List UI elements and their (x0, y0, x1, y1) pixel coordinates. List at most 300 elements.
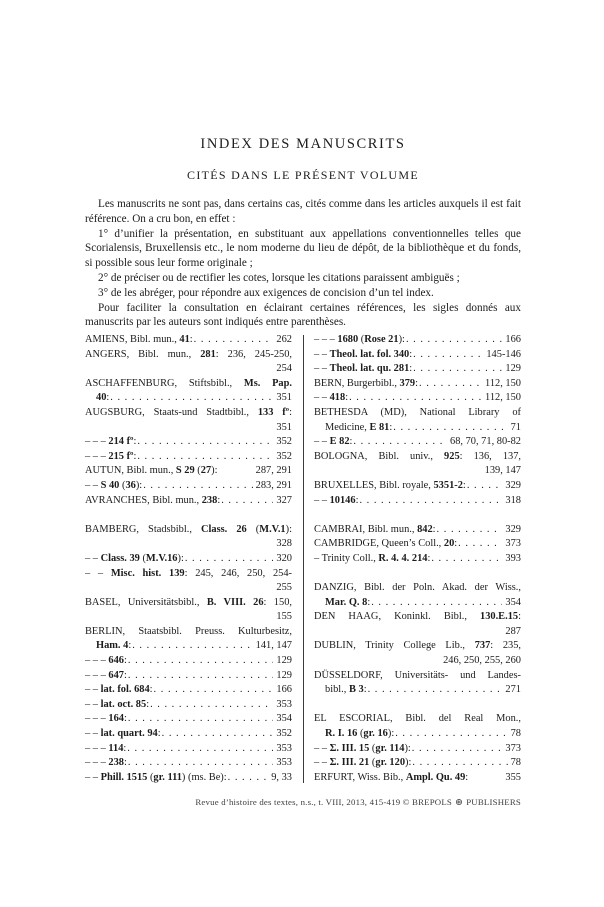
index-entry-line (314, 552, 521, 567)
shelfmark-bold: 5351-2 (433, 479, 463, 491)
page-ref: 328 (276, 538, 292, 550)
entry-segment: : (349, 436, 353, 448)
page-ref: 320 (276, 552, 292, 564)
index-entry-line (85, 421, 292, 436)
page-ref: 78 (510, 757, 521, 769)
dot-leader (150, 698, 273, 713)
dot-leader (128, 712, 274, 727)
entry-text (314, 348, 412, 363)
entry-segment: ): (405, 757, 412, 769)
index-blank-line (314, 567, 521, 582)
entry-segment: : (128, 640, 132, 652)
page-ref: 351 (276, 421, 292, 433)
entry-segment: ERFURT, Wiss. Bib., (314, 771, 406, 783)
entry-segment: – – – (85, 742, 109, 754)
entry-text (96, 639, 131, 654)
shelfmark-bold: 215 fº (108, 450, 134, 462)
shelfmark-bold: 646 (108, 655, 124, 667)
entry-text (325, 596, 370, 611)
entry-segment: ( (369, 757, 376, 769)
entry-segment: AUGSBURG, Staats-und Stadtbibl., (85, 406, 258, 418)
shelfmark-bold: S 40 (100, 479, 120, 491)
dot-leader (371, 596, 502, 611)
index-entry-line (314, 494, 521, 509)
page-ref: 329 (505, 479, 521, 491)
entry-segment: – – (314, 494, 330, 506)
page-ref: 112, 150 (485, 377, 521, 389)
shelfmark-bold: Σ. III. 21 (329, 757, 370, 769)
page-ref: 353 (276, 742, 292, 754)
index-entry-line (314, 683, 521, 698)
shelfmark-bold: 1680 (337, 334, 359, 345)
shelfmark-bold: 925 (444, 450, 460, 462)
page-ref: 139, 147 (484, 465, 521, 477)
index-entry-line (314, 639, 521, 654)
index-entry-line (314, 362, 521, 377)
entry-segment: EL ESCORIAL, Bibl. del Real Mon., (314, 713, 521, 725)
index-entry-line (314, 771, 521, 786)
shelfmark-bold: 130.E.15 (480, 611, 519, 623)
page-ref: 373 (505, 538, 521, 550)
index-blank-line (85, 508, 292, 523)
entry-segment: : (149, 684, 153, 696)
introduction-text (85, 197, 521, 330)
index-entry-line (314, 450, 521, 465)
entry-segment: – – – (85, 713, 109, 725)
dot-leader (467, 479, 503, 494)
dot-leader (128, 654, 274, 669)
index-entry-line (314, 537, 521, 552)
entry-segment: : (217, 494, 221, 506)
shelfmark-bold: lat. quart. 94 (100, 728, 158, 740)
footer-publishers: PUBLISHERS (466, 797, 521, 807)
page-ref: 68, 70, 71, 80-82 (450, 436, 521, 448)
entry-segment: ( (358, 334, 365, 345)
entry-segment: Medicine, (325, 421, 370, 433)
index-column-left (85, 333, 292, 785)
entry-segment: – – – (85, 669, 109, 681)
entry-segment: DÜSSELDORF, Universitäts- und Landes- (314, 669, 521, 681)
entry-segment: AMIENS, Bibl. mun., (85, 334, 180, 345)
entry-text (85, 654, 127, 669)
entry-segment: ANGERS, Bibl. mun., (85, 348, 201, 360)
page-ref: 354 (505, 596, 521, 608)
entry-text (314, 523, 436, 538)
dot-leader (194, 333, 274, 348)
index-entry-line (314, 406, 521, 421)
dot-leader (137, 450, 273, 465)
shelfmark-bold: 164 (108, 713, 124, 725)
index-entry-line (85, 756, 292, 771)
entry-segment: ( (119, 479, 126, 491)
index-entry-line (85, 771, 292, 786)
dot-leader (162, 727, 274, 742)
shelfmark-bold: 36 (125, 479, 136, 491)
dot-leader (110, 391, 273, 406)
index-entry-line (314, 610, 521, 625)
entry-text (314, 771, 468, 786)
shelfmark-bold: 40 (96, 392, 107, 404)
entry-segment: ): (387, 728, 395, 740)
index-entry-line (85, 537, 292, 552)
index-entry-line (314, 464, 521, 479)
entry-segment: – – (85, 567, 111, 579)
dot-leader (221, 494, 273, 509)
dot-leader (154, 683, 274, 698)
page-ref: 246, 250, 255, 260 (443, 655, 521, 667)
entry-segment: ): (135, 479, 143, 491)
entry-segment: – Trinity Coll., (314, 552, 379, 564)
entry-segment: – – – (85, 655, 109, 667)
entry-segment: : (518, 611, 521, 623)
index-blank-line (314, 698, 521, 713)
entry-segment: ( (246, 523, 260, 535)
index-entry-line (85, 362, 292, 377)
entry-segment: : 235, (490, 640, 521, 652)
entry-text (325, 727, 394, 742)
dot-leader (349, 391, 482, 406)
entry-segment: ASCHAFFENBURG, Stiftsbibl., (85, 377, 244, 389)
entry-segment: : (427, 552, 431, 564)
shelfmark-bold: lat. oct. 85 (100, 698, 147, 710)
page-ref: 262 (276, 334, 292, 345)
entry-segment: BETHESDA (MD), National Library of (314, 406, 521, 418)
index-entry-line (85, 523, 292, 538)
entry-text (85, 435, 136, 450)
shelfmark-bold: Misc. hist. 139 (110, 567, 185, 579)
entry-segment: BAMBERG, Stadsbibl., (85, 523, 201, 535)
entry-segment: ): (404, 742, 411, 754)
entry-text (85, 479, 142, 494)
entry-text (85, 494, 220, 509)
entry-text (85, 771, 227, 786)
entry-segment: – – (314, 757, 330, 769)
shelfmark-bold: Ms. Pap. (243, 377, 292, 389)
entry-segment: : 236, 245-250, (215, 348, 292, 360)
entry-segment: BASEL, Universitätsbibl., (85, 596, 207, 608)
entry-text (85, 552, 184, 567)
entry-text (85, 568, 292, 579)
entry-text (314, 333, 405, 348)
shelfmark-bold: 133 fº (257, 406, 290, 418)
dot-leader (412, 742, 503, 757)
page-ref: 393 (505, 552, 521, 564)
entry-segment: AVRANCHES, Bibl. mun., (85, 494, 202, 506)
footer-citation: Revue d’histoire des textes, n.s., t. VIII, 2013, 415-419 © BREPOLS (195, 797, 453, 807)
page-ref: 141, 147 (255, 640, 292, 652)
page-footer (85, 797, 521, 808)
shelfmark-bold: 737 (474, 640, 491, 652)
page-ref: 354 (276, 713, 292, 725)
page-title: INDEX DES MANUSCRITS (200, 136, 406, 152)
index-entry-line (314, 596, 521, 611)
index-entry-line (314, 421, 521, 436)
page-ref: 283, 291 (255, 479, 292, 491)
dot-leader (128, 669, 274, 684)
entry-segment: : (465, 771, 469, 783)
page-ref: 352 (276, 450, 292, 462)
entry-text (85, 524, 292, 535)
dot-leader (368, 683, 503, 698)
shelfmark-bold: 647 (108, 669, 124, 681)
page-ref: 329 (505, 523, 521, 535)
index-entry-line (85, 712, 292, 727)
entry-text (314, 407, 521, 418)
index-blank-line (314, 508, 521, 523)
dot-leader (406, 333, 502, 348)
index-entry-line (85, 610, 292, 625)
index-entry-line (85, 567, 292, 582)
page-ref: 71 (510, 421, 521, 433)
dot-leader (143, 479, 252, 494)
index-entry-line (314, 523, 521, 538)
page-ref: 355 (505, 771, 521, 783)
index-entry-line (85, 683, 292, 698)
intro-paragraph: 1° d’unifier la présentation, en substituant aux appellations conventionnelles telles que Scorialensis, Bruxellensis etc., le nom moderne du lieu de dépôt, de la bibliothèque et du fonds, si possible sous leur forme originale ; (85, 227, 521, 270)
index-entry-line (314, 756, 521, 771)
entry-segment: CAMBRAI, Bibl. mun., (314, 523, 418, 535)
shelfmark-bold: 114 (108, 742, 124, 754)
entry-text (314, 362, 412, 377)
entry-segment: : 245, 246, 250, 254- (184, 567, 292, 579)
dot-leader (359, 494, 502, 509)
page-ref: 9, 33 (271, 771, 292, 783)
page-ref: 145-146 (486, 348, 521, 360)
shelfmark-bold: 20 (443, 538, 455, 550)
entry-segment: : (106, 392, 110, 404)
index-entry-line (85, 625, 292, 640)
index-entry-line (85, 581, 292, 596)
entry-segment: ( (147, 771, 154, 783)
entry-text (314, 756, 411, 771)
entry-segment: : (133, 450, 137, 462)
entry-segment: – – (314, 348, 330, 360)
index-entry-line (314, 712, 521, 727)
page-ref: 318 (505, 494, 521, 506)
entry-text (85, 349, 292, 360)
index-entry-line (85, 552, 292, 567)
dot-leader (413, 362, 502, 377)
page-ref: 287 (505, 625, 521, 637)
entry-segment: AUTUN, Bibl. mun., (85, 465, 176, 477)
dot-leader (437, 523, 503, 538)
index-entry-line (85, 464, 292, 479)
entry-segment: DEN HAAG, Koninkl. Bibl., (314, 611, 480, 623)
shelfmark-bold: gr. 111 (153, 771, 182, 783)
entry-text (85, 742, 126, 757)
index-entry-line (85, 698, 292, 713)
entry-segment: : (189, 334, 193, 345)
entry-text (314, 742, 411, 757)
dot-leader (228, 771, 269, 786)
page-ref: 287, 291 (255, 465, 292, 477)
shelfmark-bold: M.V.1 (259, 523, 286, 535)
entry-segment: – – (314, 392, 330, 404)
entry-segment: : (123, 669, 127, 681)
entry-text (85, 407, 292, 418)
dot-leader (412, 756, 507, 771)
shelfmark-bold: Mar. Q. 8 (325, 596, 368, 608)
index-entry-line (85, 450, 292, 465)
shelfmark-bold: Theol. lat. qu. 281 (329, 363, 410, 375)
shelfmark-bold: 418 (329, 392, 346, 404)
page-ref: 166 (276, 684, 292, 696)
shelfmark-bold: B. VIII. 26 (206, 596, 264, 608)
entry-segment: ) (ms. Be): (181, 771, 227, 783)
dot-leader (128, 756, 274, 771)
entry-segment: – – – (85, 436, 109, 448)
entry-segment: : (415, 377, 419, 389)
index-entry-line (314, 742, 521, 757)
index-entry-line (85, 348, 292, 363)
dot-leader (185, 552, 274, 567)
index-entry-line (314, 625, 521, 640)
entry-text (314, 451, 521, 462)
dot-leader (127, 742, 273, 757)
dot-leader (137, 435, 273, 450)
dot-leader (419, 377, 482, 392)
shelfmark-bold: R. I. 16 (325, 728, 358, 740)
index-column-right (314, 333, 521, 785)
entry-text (314, 377, 418, 392)
entry-segment: : (345, 392, 349, 404)
shelfmark-bold: 10146 (329, 494, 356, 506)
entry-text (314, 391, 348, 406)
index-entry-line (314, 654, 521, 669)
entry-segment: : (409, 363, 413, 375)
shelfmark-bold: 27 (200, 465, 212, 477)
shelfmark-bold: lat. fol. 684 (100, 684, 150, 696)
entry-segment: DANZIG, Bibl. der Poln. Akad. der Wiss., (314, 582, 521, 594)
entry-segment: – – (85, 698, 101, 710)
entry-text (85, 683, 153, 698)
index-entry-line (314, 669, 521, 684)
entry-text (314, 713, 521, 724)
shelfmark-bold: 238 (108, 757, 124, 769)
entry-segment: – – (85, 479, 101, 491)
dot-leader (395, 727, 507, 742)
page-ref: 271 (505, 684, 521, 696)
index-entry-line (85, 596, 292, 611)
page-ref: 353 (276, 698, 292, 710)
entry-segment: : (123, 742, 127, 754)
entry-segment: bibl., (325, 684, 349, 696)
page-ref: 155 (276, 611, 292, 623)
entry-text (85, 626, 292, 637)
dot-leader (132, 639, 252, 654)
entry-segment: ): (211, 465, 218, 477)
intro-paragraph: 3° de les abréger, pour répondre aux exigences de concision d’un tel index. (98, 286, 434, 299)
page-ref: 78 (510, 728, 521, 740)
index-entry-line (85, 742, 292, 757)
shelfmark-bold: Ampl. Qu. 49 (405, 771, 466, 783)
page-ref: 352 (276, 728, 292, 740)
entry-segment: : (123, 713, 127, 725)
page-ref: 112, 150 (485, 392, 521, 404)
entry-text (85, 378, 292, 389)
entry-segment: – – – (85, 757, 109, 769)
shelfmark-bold: Class. 26 (201, 523, 247, 535)
entry-segment: : 136, 137, (459, 450, 521, 462)
shelfmark-bold: Ham. 4 (96, 640, 129, 652)
entry-text (314, 537, 457, 552)
shelfmark-bold: gr. 120 (375, 757, 406, 769)
page-ref: 129 (276, 669, 292, 681)
index-entry-line (85, 479, 292, 494)
shelfmark-bold: S 29 (175, 465, 195, 477)
entry-segment: ( (139, 552, 146, 564)
entry-text (85, 450, 136, 465)
entry-segment: – – (85, 771, 101, 783)
index-entry-line (314, 479, 521, 494)
shelfmark-bold: Theol. lat. fol. 340 (329, 348, 410, 360)
entry-text (85, 464, 218, 479)
index-entry-line (314, 581, 521, 596)
shelfmark-bold: E 82 (329, 436, 350, 448)
shelfmark-bold: gr. 114 (375, 742, 405, 754)
entry-segment: : (367, 596, 371, 608)
shelfmark-bold: M.V.16 (145, 552, 178, 564)
entry-text (314, 611, 521, 622)
entry-segment: ): (398, 334, 405, 345)
entry-segment: : (462, 479, 466, 491)
entry-segment: – – (85, 552, 101, 564)
entry-segment: : (133, 436, 137, 448)
intro-paragraph: Pour faciliter la consultation en éclairant certaines références, les sigles donnés aux manuscrits par les auteurs sont indiqués entre parenthèses. (85, 301, 521, 329)
entry-text (314, 640, 521, 651)
entry-segment: BERLIN, Staatsbibl. Preuss. Kulturbesitz, (85, 625, 292, 637)
index-columns (85, 333, 521, 785)
page-ref: 254 (276, 363, 292, 375)
entry-text (85, 712, 127, 727)
entry-segment: : (355, 494, 359, 506)
shelfmark-bold: 214 fº (108, 436, 134, 448)
index-entry-line (314, 333, 521, 348)
entry-text (85, 756, 127, 771)
index-entry-line (314, 391, 521, 406)
page-ref: 129 (276, 655, 292, 667)
entry-segment: : (454, 538, 458, 550)
entry-segment: – – (85, 684, 101, 696)
entry-segment: : 150, (263, 596, 292, 608)
entry-segment: ): (177, 552, 184, 564)
entry-segment: : (363, 684, 367, 696)
column-divider (303, 335, 304, 783)
dot-leader (458, 537, 502, 552)
entry-segment: : (146, 698, 150, 710)
index-entry-line (85, 639, 292, 654)
shelfmark-bold: Rose 21 (364, 334, 399, 345)
index-entry-line (85, 654, 292, 669)
shelfmark-bold: E 81 (369, 421, 390, 433)
shelfmark-bold: 281 (200, 348, 216, 360)
page-ref: 352 (276, 436, 292, 448)
entry-text (314, 670, 521, 681)
index-entry-line (85, 435, 292, 450)
shelfmark-bold: 842 (417, 523, 433, 535)
entry-segment: – – (314, 436, 330, 448)
index-entry-line (314, 435, 521, 450)
entry-text (85, 597, 292, 608)
entry-segment: BERN, Burgerbibl., (314, 377, 400, 389)
entry-segment: : (289, 406, 292, 418)
dot-leader (413, 348, 483, 363)
dot-leader (393, 421, 507, 436)
entry-segment: ( (194, 465, 201, 477)
page-ref: 353 (276, 757, 292, 769)
entry-segment: BRUXELLES, Bibl. royale, (314, 479, 434, 491)
entry-segment: BOLOGNA, Bibl. univ., (314, 450, 445, 462)
